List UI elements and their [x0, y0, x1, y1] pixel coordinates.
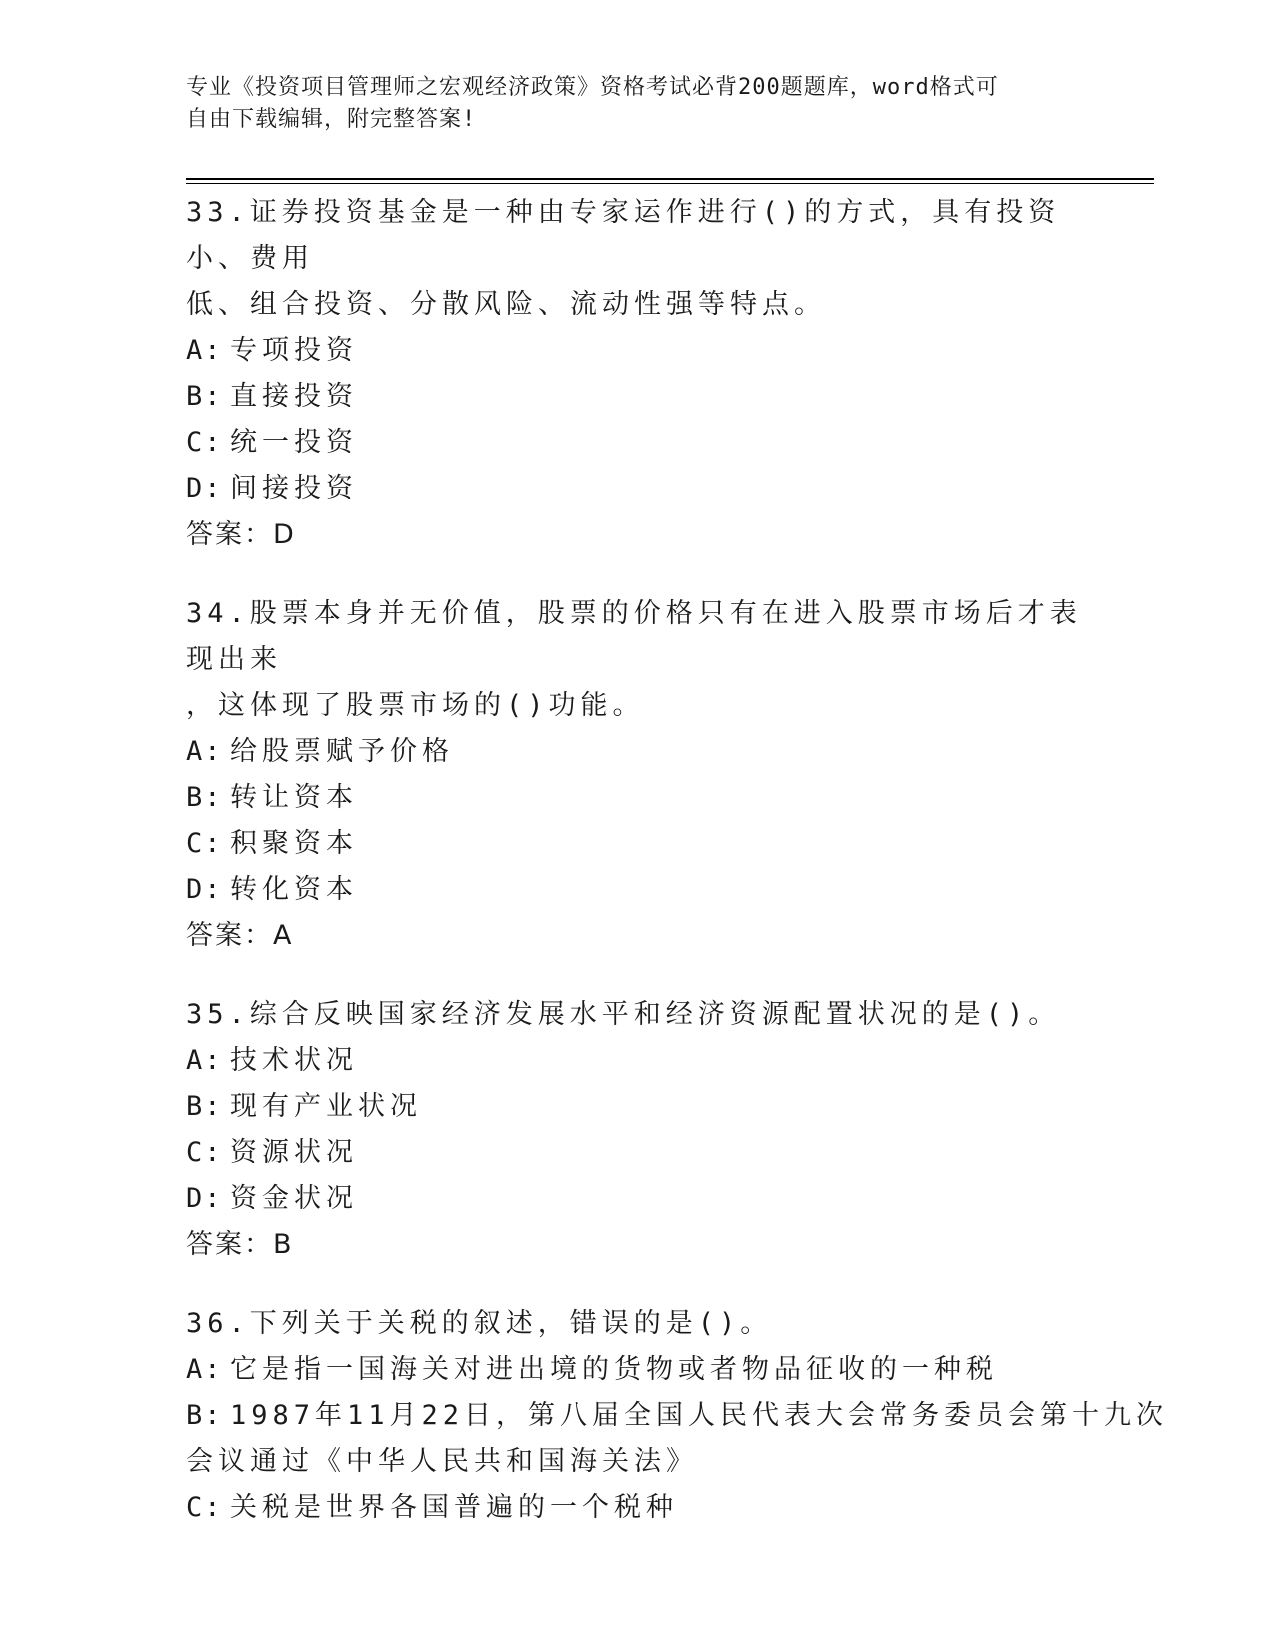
option-b — [186, 775, 1086, 821]
option-letter: C: — [186, 828, 223, 859]
option-b — [186, 1084, 1086, 1130]
option-text: 给股票赋予价格 — [230, 736, 454, 767]
question-stem-line: 33.证券投资基金是一种由专家运作进行()的方式，具有投资小、费用 — [186, 197, 1061, 274]
option-d — [186, 466, 1086, 512]
option-text: 直接投资 — [230, 381, 358, 412]
option-text: 现有产业状况 — [230, 1091, 422, 1122]
option-letter: C: — [186, 1492, 223, 1523]
option-text: 会议通过《中华人民共和国海关法》 — [186, 1446, 698, 1477]
answer-value: D — [273, 519, 296, 550]
option-text: 资源状况 — [230, 1137, 358, 1168]
question-35 — [186, 992, 1086, 1268]
answer-label: 答案： — [186, 519, 273, 550]
question-34 — [186, 591, 1086, 959]
option-a — [186, 1038, 1086, 1084]
option-text: 间接投资 — [230, 473, 358, 504]
option-letter: D: — [186, 874, 223, 905]
answer — [186, 1222, 1086, 1268]
option-text: 统一投资 — [230, 427, 358, 458]
option-text: 专项投资 — [230, 335, 358, 366]
option-letter: A: — [186, 335, 223, 366]
option-letter: D: — [186, 473, 223, 504]
option-letter: B: — [186, 782, 223, 813]
option-b — [186, 1393, 1169, 1439]
option-letter: B: — [186, 1400, 223, 1431]
page-header — [186, 72, 1086, 136]
option-text: 转让资本 — [230, 782, 358, 813]
answer-label: 答案： — [186, 920, 273, 951]
question-list — [186, 190, 1169, 1564]
option-letter: C: — [186, 427, 223, 458]
question-33 — [186, 190, 1086, 558]
option-b-continued — [186, 1439, 1086, 1485]
option-c — [186, 420, 1086, 466]
option-text: 1987年11月22日，第八届全国人民代表大会常务委员会第十九次 — [230, 1400, 1169, 1431]
header-divider-thick — [186, 178, 1154, 180]
option-text: 关税是世界各国普遍的一个税种 — [230, 1492, 678, 1523]
option-letter: A: — [186, 736, 223, 767]
question-stem-line: ，这体现了股票市场的()功能。 — [186, 690, 645, 721]
option-letter: A: — [186, 1045, 223, 1076]
option-c — [186, 821, 1086, 867]
option-b — [186, 374, 1086, 420]
option-c — [186, 1130, 1086, 1176]
option-text: 积聚资本 — [230, 828, 358, 859]
answer-label: 答案： — [186, 1229, 273, 1260]
option-letter: B: — [186, 1091, 223, 1122]
header-title-line-1: 专业《投资项目管理师之宏观经济政策》资格考试必背200题题库，word格式可 — [186, 75, 999, 100]
answer — [186, 913, 1086, 959]
header-title-line-2: 自由下载编辑，附完整答案! — [186, 107, 477, 132]
option-d — [186, 1176, 1086, 1222]
option-letter: B: — [186, 381, 223, 412]
option-text: 资金状况 — [230, 1183, 358, 1214]
answer-value: A — [273, 920, 294, 951]
answer-value: B — [273, 1229, 294, 1260]
option-c — [186, 1485, 1086, 1531]
option-d — [186, 867, 1086, 913]
answer — [186, 512, 1086, 558]
option-a — [186, 1347, 1086, 1393]
question-stem-line: 35.综合反映国家经济发展水平和经济资源配置状况的是()。 — [186, 999, 1061, 1030]
option-text: 它是指一国海关对进出境的货物或者物品征收的一种税 — [230, 1354, 998, 1385]
question-stem-line: 36.下列关于关税的叙述，错误的是()。 — [186, 1308, 773, 1339]
option-letter: D: — [186, 1183, 223, 1214]
option-letter: C: — [186, 1137, 223, 1168]
option-a — [186, 729, 1086, 775]
option-a — [186, 328, 1086, 374]
option-letter: A: — [186, 1354, 223, 1385]
question-stem-line: 低、组合投资、分散风险、流动性强等特点。 — [186, 289, 826, 320]
option-text: 技术状况 — [230, 1045, 358, 1076]
header-divider-thin — [186, 183, 1154, 184]
question-36 — [186, 1301, 1169, 1531]
question-stem-line: 34.股票本身并无价值，股票的价格只有在进入股票市场后才表现出来 — [186, 598, 1082, 675]
option-text: 转化资本 — [230, 874, 358, 905]
